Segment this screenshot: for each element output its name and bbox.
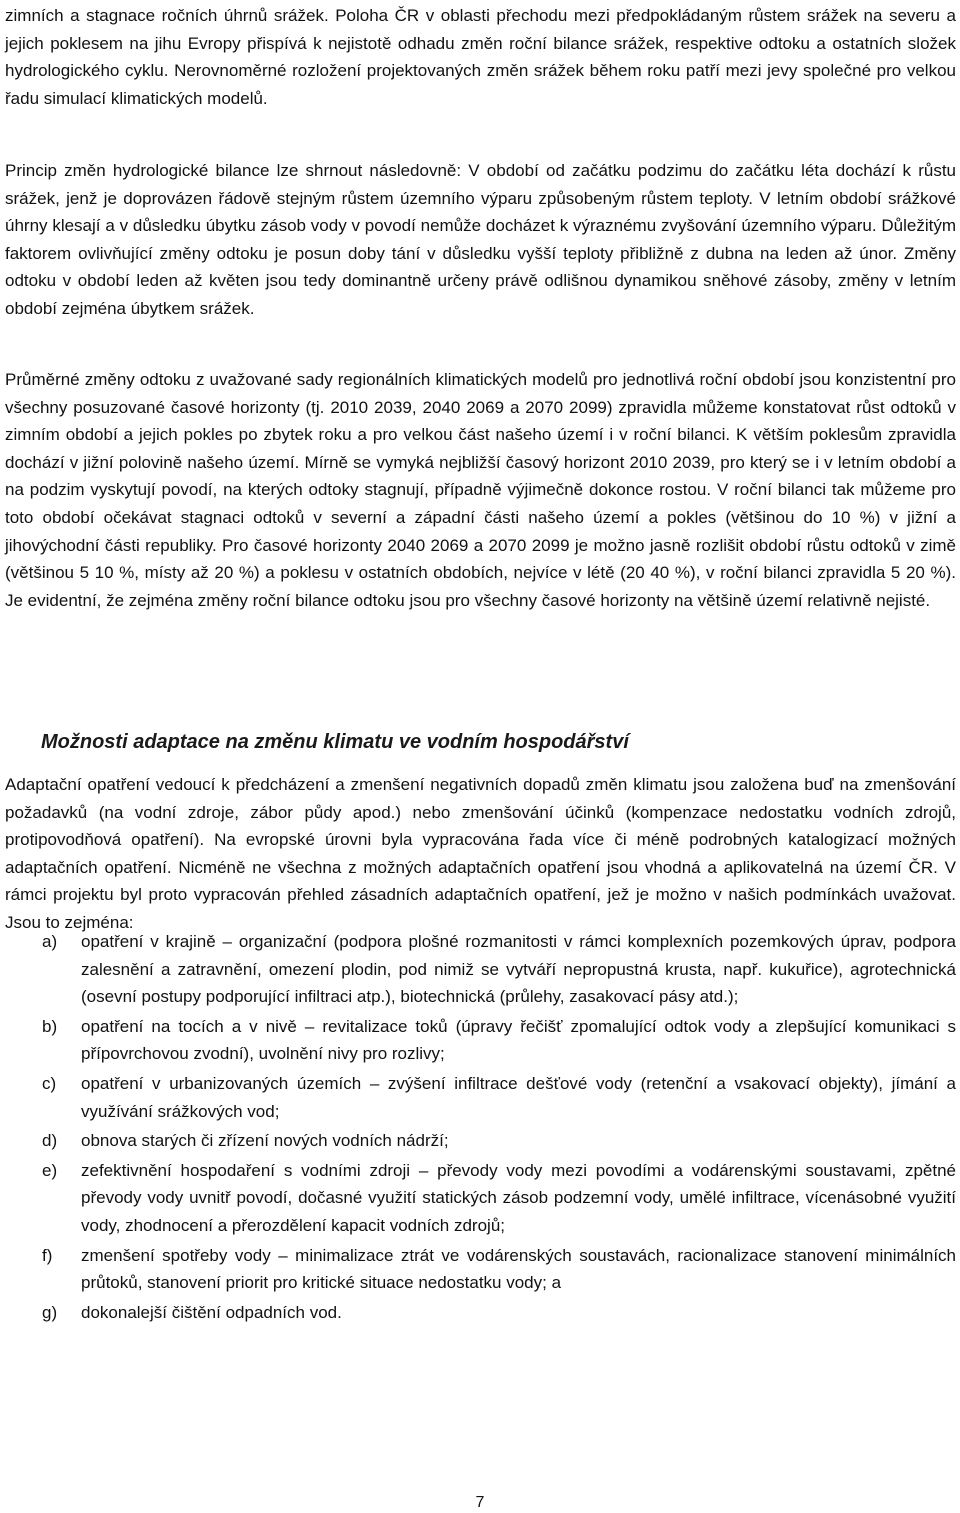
list-item <box>5 1013 956 1068</box>
list-item-text: opatření v urbanizovaných územích – zvýšení infiltrace dešťové vody (retenční a vsakovací objekty), jímání a využívání srážkových vod; <box>81 1073 956 1121</box>
list-item-text: zefektivnění hospodaření s vodními zdroji – převody vody mezi povodími a vodárenskými soustavami, zpětné převody vody uvnitř povodí, dočasné využití statických zásob podzemní vody, umělé infiltrace, vícenásobné využití vody, zhodnocení a přerozdělení kapacit vodních zdrojů; <box>81 1160 956 1235</box>
list-marker: f) <box>42 1245 53 1265</box>
list-marker: c) <box>42 1073 57 1093</box>
list-item-text: zmenšení spotřeby vody – minimalizace ztrát ve vodárenských soustavách, racionalizace stanovení minimálních průtoků, stanovení priorit pro kritické situace nedostatku vody; a <box>81 1245 956 1293</box>
list-item <box>5 1070 956 1125</box>
adaptation-measures-list <box>5 928 956 1328</box>
list-marker: a) <box>42 932 58 951</box>
section-heading: Možnosti adaptace na změnu klimatu ve vodním hospodářství <box>41 731 629 753</box>
list-item <box>5 1299 956 1327</box>
paragraph-adaptation-measures: Adaptační opatření vedoucí k předcházení a zmenšení negativních dopadů změn klimatu jsou založena buď na zmenšování požadavků (na vodní zdroje, zábor půdy apod.) nebo zmenšování účinků (kompenzace nedostatku vodních zdrojů, protipovodňová opatření). Na evropské úrovni byla vypracována řada více či méně podrobných katalogizací možných adaptačních opatření. Nicméně ne všechna z možných adaptačních opatření jsou vhodná a aplikovatelná na území ČR. V rámci projektu byl proto vypracován přehled zásadních adaptačních opatření, jež je možno v našich podmínkách uvažovat. Jsou to zejména: <box>5 775 956 932</box>
page-number: 7 <box>475 1494 485 1511</box>
list-marker: g) <box>42 1302 58 1322</box>
list-item <box>5 1242 956 1297</box>
list-marker: b) <box>42 1016 58 1036</box>
list-item <box>5 1127 956 1155</box>
list-item-text: obnova starých či zřízení nových vodních nádrží; <box>81 1131 449 1151</box>
list-marker: e) <box>42 1160 58 1180</box>
paragraph-hydrologic-balance: Princip změn hydrologické bilance lze shrnout následovně: V období od začátku podzimu do začátku léta dochází k růstu srážek, jenž je doprovázen řádově stejným růstem územního výparu způsobeným růstem teploty. V letním období srážkové úhrny klesají a v důsledku úbytku zásob vody v povodí nemůže docházet k výraznému zvyšování územního výparu. Důležitým faktorem ovlivňující změny odtoku je posun doby tání v důsledku vyšší teploty přibližně z dubna na leden až únor. Změny odtoku v období leden až květen jsou tedy dominantně určeny právě odlišnou dynamikou sněhové zásoby, změny v letním období zejména úbytkem srážek. <box>5 161 956 318</box>
list-item <box>5 928 956 1011</box>
list-item-text: dokonalejší čištění odpadních vod. <box>81 1302 342 1322</box>
list-item-text: opatření na tocích a v nivě – revitalizace toků (úpravy řečišť zpomalující odtok vody a zlepšující komunikaci s přípovrchovou zvodní), uvolnění nivy pro rozlivy; <box>81 1016 956 1064</box>
list-item <box>5 1157 956 1240</box>
paragraph-runoff-changes: Průměrné změny odtoku z uvažované sady regionálních klimatických modelů pro jednotlivá roční období jsou konzistentní pro všechny posuzované časové horizonty (tj. 2010 2039, 2040 2069 a 2070 2099) zpravidla můžeme konstatovat růst odtoků v zimním období a jejich pokles po zbytek roku a pro velkou část našeho území i v roční bilanci. K větším poklesům zpravidla dochází v jižní polovině našeho území. Mírně se vymyká nejbližší časový horizont 2010 2039, pro který se i v letním období a na podzim vyskytují povodí, na kterých odtoky stagnují, případně výjimečně dokonce rostou. V roční bilanci tak můžeme pro toto období očekávat stagnaci odtoků v severní a západní části našeho území a pokles (většinou do 10 %) v jižní a jihovýchodní části republiky. Pro časové horizonty 2040 2069 a 2070 2099 je možno jasně rozlišit období růstu odtoků v zimě (většinou 5 10 %, místy až 20 %) a poklesu v ostatních obdobích, nejvíce v létě (20 40 %), v roční bilanci zpravidla 5 20 %). Je evidentní, že zejména změny roční bilance odtoku jsou pro všechny časové horizonty na většině území relativně nejisté. <box>5 370 956 610</box>
list-item-text: opatření v krajině – organizační (podpora plošné rozmanitosti v rámci komplexních pozemkových úprav, podpora zalesnění a zatravnění, omezení plodin, pod nimiž se vytváří nepropustná krusta, např. kukuřice), agrotechnická (osevní postupy podporující infiltraci atp.), biotechnická (průlehy, zasakovací pásy atd.); <box>81 932 956 1007</box>
list-marker: d) <box>42 1131 58 1151</box>
paragraph-precipitation-change: zimních a stagnace ročních úhrnů srážek. Poloha ČR v oblasti přechodu mezi předpokládaným růstem srážek na severu a jejich poklesem na jihu Evropy přispívá k nejistotě odhadu změn roční bilance srážek, respektive odtoku a ostatních složek hydrologického cyklu. Nerovnoměrné rozložení projektovaných změn srážek během roku patří mezi jevy společné pro velkou řadu simulací klimatických modelů. <box>5 6 956 108</box>
